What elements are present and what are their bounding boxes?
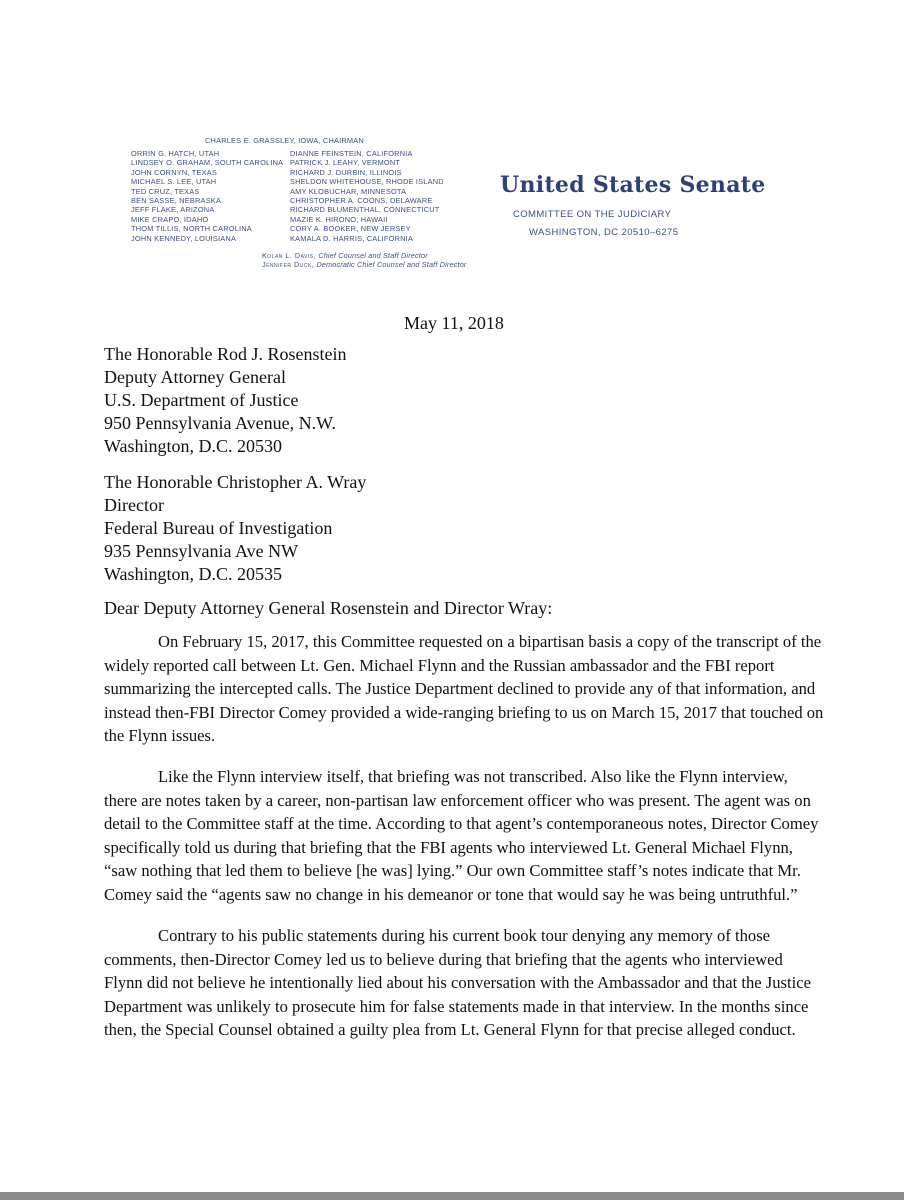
member-name: MIKE CRAPO, IDAHO [131, 214, 209, 224]
address-line: Director [104, 495, 164, 515]
address-line: Washington, D.C. 20535 [104, 564, 283, 584]
staff-name: Jennifer Duck, [262, 260, 315, 269]
address-line: Federal Bureau of Investigation [104, 518, 333, 538]
body-paragraph: Contrary to his public statements during his current book tour denying any memory of those comments, then-Director Comey led us to believe during that briefing that the agents who interviewed Flynn did not believe he intentionally lied about his conversation with the Ambassador and that the Justice Department was unlikely to prosecute him for false statements made in that interview. In the months since then, the Special Counsel obtained a guilty plea from Lt. General Flynn for that precise alleged conduct. [104, 926, 811, 1040]
address-line: The Honorable Christopher A. Wray [104, 472, 367, 492]
member-name: KAMALA D. HARRIS, CALIFORNIA [290, 233, 414, 243]
body-paragraph: Like the Flynn interview itself, that briefing was not transcribed. Also like the Flynn interview, there are notes taken by a career, non-partisan law enforcement officer who was present. The agent was on detail to the Committee staff at the time. According to that agent’s contemporaneous notes, Director Comey specifically told us during that briefing that the FBI agents who interviewed Lt. General Michael Flynn, “saw nothing that led them to believe [he was] lying.” Our own Committee staff’s notes indicate that Mr. Comey said the “agents saw no change in his demeanor or tone that would say he was being untruthful.” [104, 767, 819, 904]
page-bottom-edge [0, 1192, 904, 1200]
salutation: Dear Deputy Attorney General Rosenstein and Director Wray: [104, 598, 553, 618]
letter-date: May 11, 2018 [404, 313, 504, 333]
staff-title: Democratic Chief Counsel and Staff Director [316, 260, 467, 269]
member-name: MAZIE K. HIRONO, HAWAII [290, 214, 388, 224]
committee-address: WASHINGTON, DC 20510–6275 [529, 227, 679, 238]
committee-name: COMMITTEE ON THE JUDICIARY [513, 209, 672, 220]
member-name: DIANNE FEINSTEIN, CALIFORNIA [290, 149, 413, 158]
address-line: Deputy Attorney General [104, 367, 286, 387]
member-name: TED CRUZ, TEXAS [131, 186, 200, 196]
address-line: 950 Pennsylvania Avenue, N.W. [104, 413, 336, 433]
chairman-line: CHARLES E. GRASSLEY, IOWA, CHAIRMAN [205, 136, 364, 145]
member-name: JOHN KENNEDY, LOUISIANA [131, 233, 237, 243]
member-name: RICHARD J. DURBIN, ILLINOIS [290, 167, 402, 177]
body-paragraph: On February 15, 2017, this Committee requested on a bipartisan basis a copy of the transcript of the widely reported call between Lt. Gen. Michael Flynn and the Russian ambassador and the FBI report summarizing the intercepted calls. The Justice Department declined to provide any of that information, and instead then-FBI Director Comey provided a wide-ranging briefing to us on March 15, 2017 that touched on the Flynn issues. [104, 632, 824, 746]
recipient-address-1 [104, 343, 346, 458]
member-name: THOM TILLIS, NORTH CAROLINA [131, 224, 252, 234]
member-name: JOHN CORNYN, TEXAS [131, 167, 218, 177]
member-name: JEFF FLAKE, ARIZONA [131, 205, 215, 215]
member-name: LINDSEY O. GRAHAM, SOUTH CAROLINA [131, 158, 284, 168]
member-name: BEN SASSE, NEBRASKA [131, 196, 222, 206]
staff-line [262, 260, 467, 269]
staff-directors [262, 251, 467, 269]
staff-title: Chief Counsel and Staff Director [318, 251, 428, 260]
member-name: PATRICK J. LEAHY, VERMONT [290, 158, 401, 168]
member-name: ORRIN G. HATCH, UTAH [131, 149, 220, 158]
recipient-address-2 [104, 471, 366, 586]
member-name: AMY KLOBUCHAR, MINNESOTA [290, 186, 407, 196]
members-left-column [131, 149, 283, 243]
member-name: CORY A. BOOKER, NEW JERSEY [290, 224, 411, 234]
address-line: The Honorable Rod J. Rosenstein [104, 344, 347, 364]
address-line: Washington, D.C. 20530 [104, 436, 283, 456]
member-name: RICHARD BLUMENTHAL, CONNECTICUT [290, 205, 440, 215]
senate-title: United States Senate [500, 172, 766, 198]
member-name: SHELDON WHITEHOUSE, RHODE ISLAND [290, 177, 444, 187]
members-right-column [290, 149, 444, 243]
address-line: U.S. Department of Justice [104, 390, 299, 410]
staff-name: Kolan L. Davis, [262, 251, 317, 260]
member-name: MICHAEL S. LEE, UTAH [131, 177, 217, 187]
address-line: 935 Pennsylvania Ave NW [104, 541, 299, 561]
member-name: CHRISTOPHER A. COONS, DELAWARE [290, 196, 433, 206]
staff-line [262, 251, 467, 260]
